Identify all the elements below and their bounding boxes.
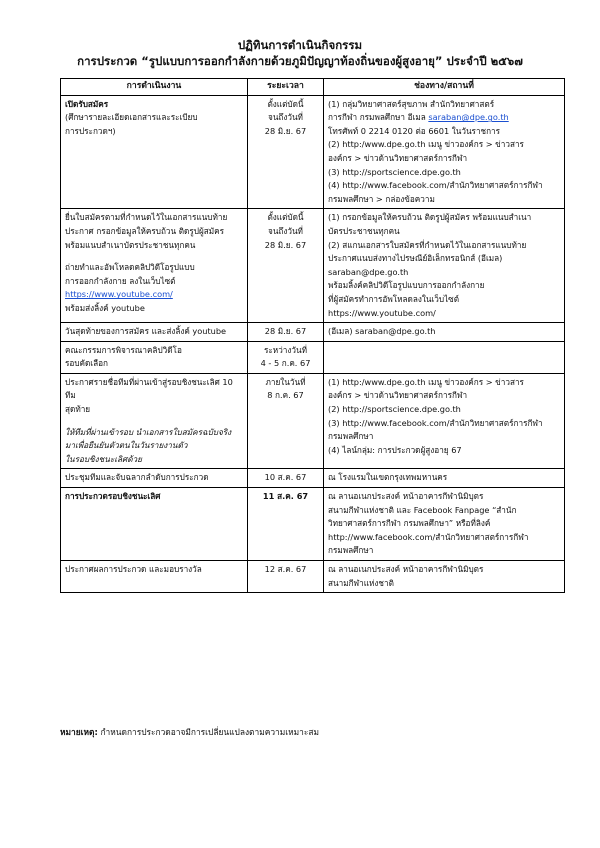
activity-title: เปิดรับสมัคร <box>65 98 109 109</box>
channel-line: วิทยาศาสตร์การกีฬา กรมพลศึกษา” หรือที่ลิงค์ <box>328 518 491 529</box>
table-row <box>61 95 565 209</box>
channel-line: http://www.facebook.com/สำนักวิทยาศาสตร์การกีฬา <box>328 531 529 542</box>
channel-line: (4) http://www.facebook.com/สำนักวิทยาศาสตร์การกีฬา <box>328 180 543 191</box>
email-link[interactable]: saraban@dpe.go.th <box>428 112 509 123</box>
period-line: ตั้งแต่บัดนี้ <box>267 212 304 223</box>
activity-line: ประชุมทีมและจับฉลากลำดับการประกวด <box>65 472 209 483</box>
period-line: 8 ก.ค. 67 <box>267 390 304 401</box>
period-line: 12 ส.ค. 67 <box>264 564 307 574</box>
period-cell <box>248 341 324 373</box>
period-cell <box>248 469 324 488</box>
period-line: ระหว่างวันที่ <box>264 344 307 355</box>
channel-line: (4) ไลน์กลุ่ม: การประกวดผู้สูงอายุ 67 <box>328 444 462 455</box>
channel-line: ประกาศแนบส่งทางไปรษณีย์อิเล็กทรอนิกส์ (อีเมล) <box>328 253 503 264</box>
channel-line: (2) สแกนเอกสารใบสมัครที่กำหนดไว้ในเอกสารแนบท้าย <box>328 239 527 250</box>
activity-line: (ศึกษารายละเอียดเอกสารและระเบียบ <box>65 112 198 123</box>
channel-line: โทรศัพท์ 0 2214 0120 ต่อ 6601 ในวันราชการ <box>328 125 501 136</box>
channel-line: การกีฬา กรมพลศึกษา อีเมล saraban@dpe.go.th <box>328 112 509 123</box>
channel-line: (2) http://sportscience.dpe.go.th <box>328 404 461 415</box>
channel-cell <box>324 209 565 323</box>
activity-line: คณะกรรมการพิจารณาคลิปวิดีโอ <box>65 344 182 355</box>
activity-italic-line: ในรอบชิงชนะเลิศด้วย <box>65 453 142 464</box>
period-line: 28 มิ.ย. 67 <box>264 326 307 337</box>
activity-cell <box>61 209 248 323</box>
page-subtitle: การประกวด “รูปแบบการออกกำลังกายด้วยภูมิปัญญาท้องถิ่นของผู้สูงอายุ” ประจำปี ๒๕๖๗ <box>77 54 523 68</box>
period-line: จนถึงวันที่ <box>268 112 303 123</box>
activity-line: พร้อมส่งลิ้งค์ youtube <box>65 302 145 313</box>
activity-line: การประกวดฯ) <box>65 125 116 136</box>
channel-line: (1) http:/www.dpe.go.th เมนู ข่าวองค์กร > ข่าวสาร <box>328 376 524 387</box>
period-line: ตั้งแต่บัดนี้ <box>267 98 304 109</box>
activity-line: ถ่ายทำและอัพโหลดคลิปวิดีโอรูปแบบ <box>65 262 195 273</box>
activity-cell <box>61 323 248 342</box>
page-title: ปฏิทินการดำเนินกิจกรรม <box>237 38 363 52</box>
period-line: 4 - 5 ก.ค. 67 <box>260 358 311 369</box>
channel-line: บัตรประชาชนทุกคน <box>328 225 400 236</box>
footnote <box>60 726 319 738</box>
youtube-link[interactable]: https://www.youtube.com/ <box>65 289 173 300</box>
activity-italic-line: ให้ทีมที่ผ่านเข้ารอบ นำเอกสารใบสมัครฉบับจริง <box>65 426 232 437</box>
activity-cell <box>61 341 248 373</box>
activity-cell <box>61 561 248 593</box>
activity-line: การออกกำลังกาย ลงในเว็บไซต์ <box>65 275 176 286</box>
column-header-period: ระยะเวลา <box>248 79 324 96</box>
channel-line: (อีเมล) saraban@dpe.go.th <box>328 326 436 337</box>
period-line: 10 ส.ค. 67 <box>264 472 307 483</box>
period-cell <box>248 373 324 469</box>
activity-line: วันสุดท้ายของการสมัคร และส่งลิ้งค์ youtube <box>65 326 227 337</box>
period-line: ภายในวันที่ <box>265 376 306 387</box>
footnote-text: กำหนดการประกวดอาจมีการเปลี่ยนแปลงตามความเหมาะสม <box>97 727 319 737</box>
table-row <box>61 561 565 593</box>
channel-line: (2) http:/www.dpe.go.th เมนู ข่าวองค์กร > ข่าวสาร <box>328 139 524 150</box>
channel-line: ณ โรงแรมในเขตกรุงเทพมหานคร <box>328 472 448 483</box>
activity-line: สุดท้าย <box>65 404 91 415</box>
period-cell <box>248 561 324 593</box>
activity-cell <box>61 373 248 469</box>
activity-line: ประกาศรายชื่อทีมที่ผ่านเข้าสู่รอบชิงชนะเลิศ 10 ทีม <box>65 376 233 401</box>
activity-italic-line: มาเพื่อยืนยันตัวตนในวันรายงานตัว <box>65 440 188 451</box>
activity-cell <box>61 488 248 561</box>
channel-line: https://www.youtube.com/ <box>328 307 436 318</box>
channel-cell <box>324 561 565 593</box>
channel-line: กรมพลศึกษา <box>328 545 374 556</box>
channel-line: (1) กลุ่มวิทยาศาสตร์สุขภาพ สำนักวิทยาศาสตร์ <box>328 98 495 109</box>
footnote-label: หมายเหตุ: <box>60 727 98 737</box>
activity-line: พร้อมแนบสำเนาบัตรประชาชนทุกคน <box>65 239 196 250</box>
channel-line: ณ ลานอเนกประสงค์ หน้าอาคารกีฬานิมิบุตร <box>328 491 484 502</box>
period-cell <box>248 323 324 342</box>
channel-line: องค์กร > ข่าวด้านวิทยาศาสตร์การกีฬา <box>328 152 468 163</box>
table-row <box>61 209 565 323</box>
table-row <box>61 469 565 488</box>
activity-cell <box>61 469 248 488</box>
channel-cell <box>324 373 565 469</box>
channel-line: กรมพลศึกษา > กล่องข้อความ <box>328 193 435 204</box>
channel-line: ที่ผู้สมัครทำการอัพโหลดลงในเว็บไซต์ <box>328 293 460 304</box>
channel-line: (1) กรอกข้อมูลให้ครบถ้วน ติดรูปผู้สมัคร พร้อมแนบสำเนา <box>328 212 532 223</box>
table-row <box>61 488 565 561</box>
schedule-table <box>60 78 565 593</box>
activity-line: ประกาศ กรอกข้อมูลให้ครบถ้วน ติดรูปผู้สมัคร <box>65 225 225 236</box>
channel-cell <box>324 323 565 342</box>
channel-cell <box>324 341 565 373</box>
period-line: 28 มิ.ย. 67 <box>264 239 307 250</box>
channel-line: (3) http://sportscience.dpe.go.th <box>328 166 461 177</box>
spacer <box>65 417 243 426</box>
table-row <box>61 373 565 469</box>
column-header-activity: การดำเนินงาน <box>61 79 248 96</box>
table-row <box>61 323 565 342</box>
activity-line: ประกาศผลการประกวด และมอบรางวัล <box>65 564 202 574</box>
period-line: 11 ส.ค. 67 <box>262 491 309 502</box>
channel-line: (3) http://www.facebook.com/สำนักวิทยาศาสตร์การกีฬา <box>328 417 543 428</box>
period-line: จนถึงวันที่ <box>268 225 303 236</box>
channel-cell <box>324 95 565 209</box>
activity-line: ยื่นใบสมัครตามที่กำหนดไว้ในเอกสารแนบท้าย <box>65 212 228 223</box>
table-header-row <box>61 79 565 96</box>
period-cell <box>248 488 324 561</box>
table-row <box>61 341 565 373</box>
channel-cell <box>324 488 565 561</box>
channel-line: สนามกีฬาแห่งชาติ <box>328 577 394 588</box>
channel-line: ณ ลานอเนกประสงค์ หน้าอาคารกีฬานิมิบุตร <box>328 564 484 574</box>
channel-line: องค์กร > ข่าวด้านวิทยาศาสตร์การกีฬา <box>328 390 468 401</box>
activity-line: รอบคัดเลือก <box>65 358 108 369</box>
column-header-channel: ช่องทาง/สถานที่ <box>324 79 565 96</box>
period-cell <box>248 209 324 323</box>
period-line: 28 มิ.ย. 67 <box>264 125 307 136</box>
channel-line: กรมพลศึกษา <box>328 431 374 442</box>
channel-line: พร้อมลิ้งค์คลิปวิดีโอรูปแบบการออกกำลังกาย <box>328 280 485 291</box>
activity-title: การประกวดรอบชิงชนะเลิศ <box>65 491 161 502</box>
channel-line: saraban@dpe.go.th <box>328 266 409 277</box>
channel-line: สนามกีฬาแห่งชาติ และ Facebook Fanpage “สำนัก <box>328 504 517 515</box>
activity-cell <box>61 95 248 209</box>
channel-cell <box>324 469 565 488</box>
spacer <box>65 252 243 261</box>
period-cell <box>248 95 324 209</box>
